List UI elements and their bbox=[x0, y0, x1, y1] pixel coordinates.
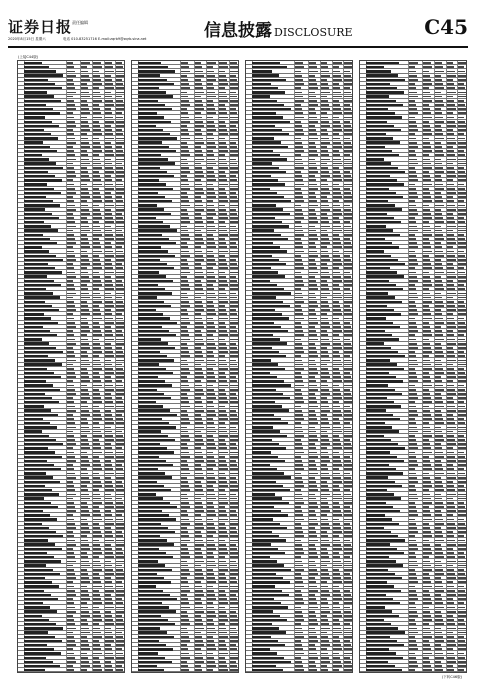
disclosure-tables bbox=[17, 60, 467, 675]
table-row bbox=[132, 668, 238, 672]
header-rule bbox=[8, 46, 468, 48]
table-row bbox=[246, 668, 352, 672]
table-row bbox=[360, 668, 466, 672]
table-column bbox=[359, 60, 467, 673]
table-row bbox=[18, 668, 124, 672]
section-title-cn: 信息披露 bbox=[204, 21, 272, 41]
masthead-contact: 电话 010-83251716 E-mail:zqrb9@zqrb.sina.net bbox=[63, 37, 147, 41]
continuation-top: (上接C44版) bbox=[18, 55, 39, 59]
masthead-logo: 证券日报 bbox=[8, 18, 73, 36]
section-title bbox=[204, 16, 353, 41]
table-column bbox=[245, 60, 353, 673]
continuation-bottom: (下转C46版) bbox=[441, 675, 462, 679]
table-column bbox=[131, 60, 239, 673]
page-number: C45 bbox=[424, 15, 468, 39]
masthead-date: 2020年8月15日 星期六 bbox=[8, 37, 46, 41]
masthead-editor: 责任编辑 bbox=[72, 20, 88, 25]
table-column bbox=[17, 60, 125, 673]
page-header bbox=[8, 16, 468, 46]
section-title-en: DISCLOSURE bbox=[274, 26, 353, 39]
